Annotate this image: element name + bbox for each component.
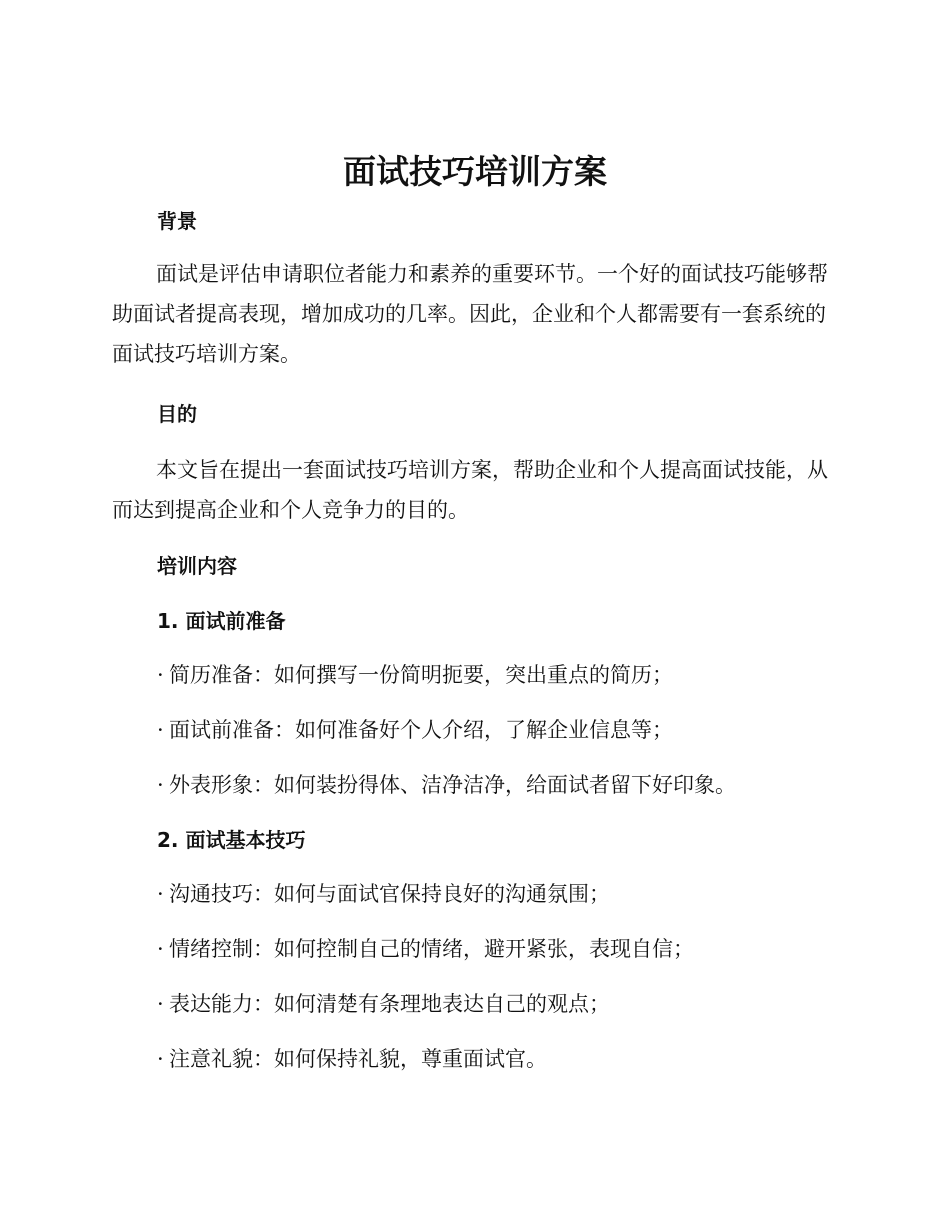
background-paragraph: 面试是评估申请职位者能力和素养的重要环节。一个好的面试技巧能够帮助面试者提高表现，增加成功的几率。因此，企业和个人都需要有一套系统的面试技巧培训方案。	[112, 262, 828, 366]
bullet-marker: ·	[157, 1047, 164, 1071]
list-item-text: 沟通技巧：如何与面试官保持良好的沟通氛围；	[169, 882, 610, 906]
list-item-text: 注意礼貌：如何保持礼貌，尊重面试官。	[169, 1047, 547, 1071]
bullet-marker: ·	[157, 718, 164, 742]
subsection-heading-basic-skills: 2. 面试基本技巧	[157, 828, 306, 852]
bullet-marker: ·	[157, 882, 164, 906]
list-item-text: 简历准备：如何撰写一份简明扼要，突出重点的简历；	[169, 663, 673, 687]
bullet-marker: ·	[157, 937, 164, 961]
list-item	[157, 715, 673, 745]
list-item	[157, 989, 610, 1019]
subsection-heading-pre-interview: 1. 面试前准备	[157, 609, 286, 633]
list-item-text: 外表形象：如何装扮得体、洁净洁净，给面试者留下好印象。	[169, 773, 736, 797]
bullet-marker: ·	[157, 773, 164, 797]
bullet-marker: ·	[157, 663, 164, 687]
list-item-text: 面试前准备：如何准备好个人介绍，了解企业信息等；	[169, 718, 673, 742]
list-item-text: 情绪控制：如何控制自己的情绪，避开紧张，表现自信；	[169, 937, 694, 961]
bullet-marker: ·	[157, 992, 164, 1016]
document-title: 面试技巧培训方案	[343, 152, 607, 191]
list-item	[157, 660, 673, 690]
list-item-text: 表达能力：如何清楚有条理地表达自己的观点；	[169, 992, 610, 1016]
section-heading-purpose: 目的	[157, 402, 197, 426]
list-item	[157, 770, 736, 800]
section-heading-background: 背景	[157, 209, 197, 233]
section-heading-training-content: 培训内容	[157, 554, 237, 578]
list-item	[157, 1044, 547, 1074]
list-item	[157, 879, 610, 909]
list-item	[157, 934, 694, 964]
purpose-paragraph: 本文旨在提出一套面试技巧培训方案，帮助企业和个人提高面试技能，从而达到提高企业和个人竞争力的目的。	[112, 458, 828, 522]
